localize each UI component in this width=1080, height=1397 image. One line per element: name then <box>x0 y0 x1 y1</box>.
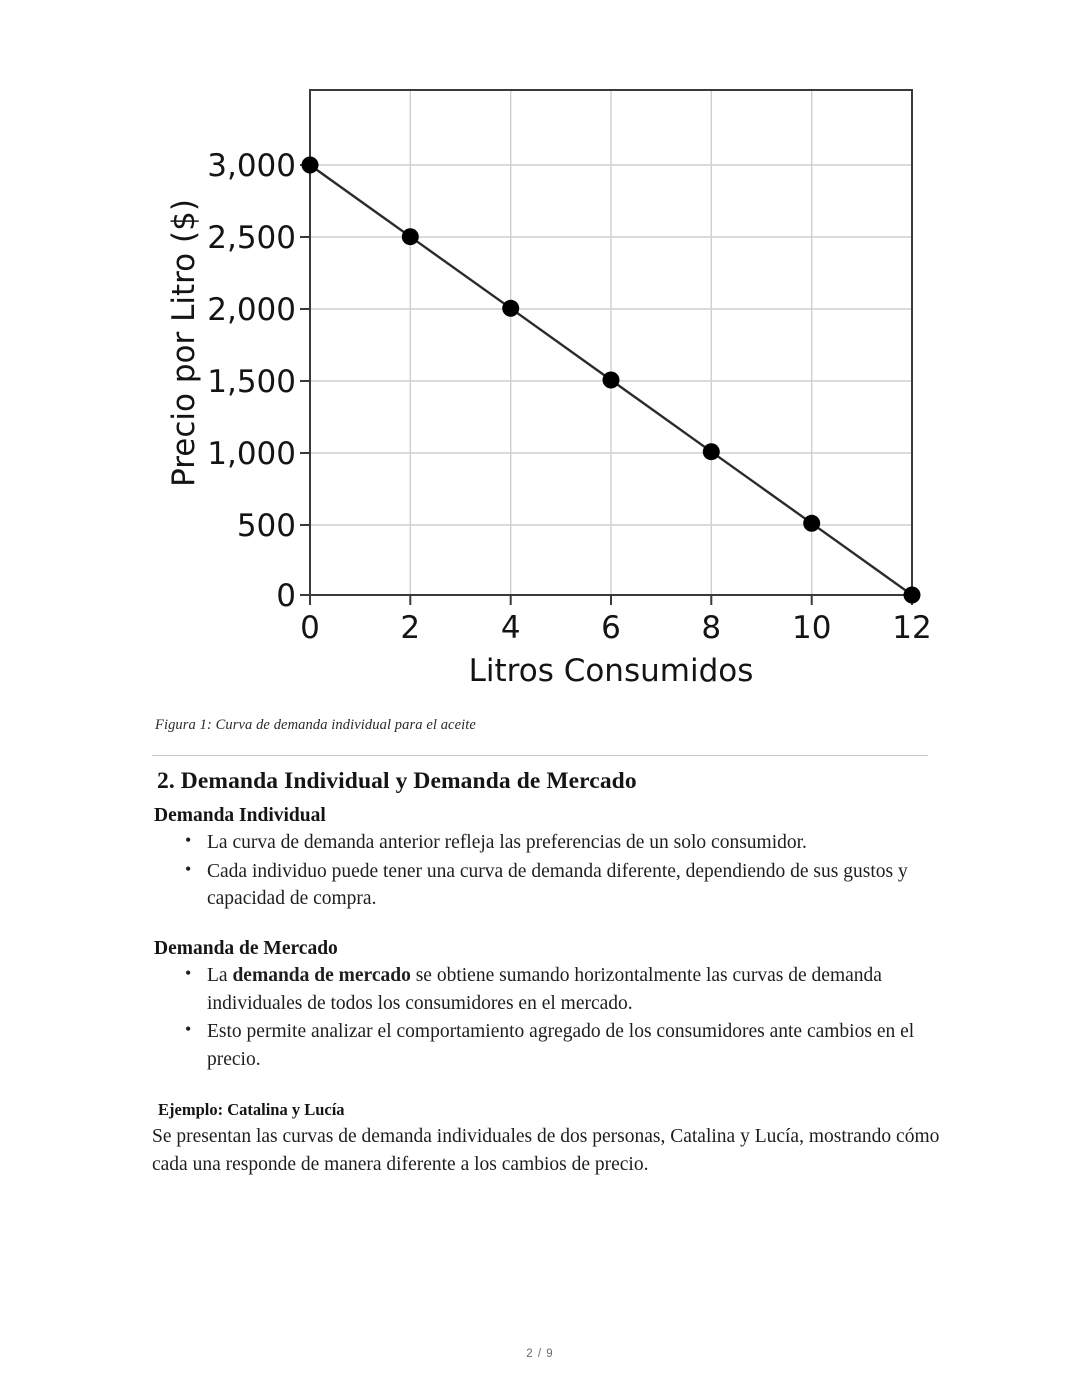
page-indicator: 2 / 9 <box>526 1348 554 1360</box>
list-demanda-de-mercado <box>152 962 942 1074</box>
y-axis-tick-labels <box>207 148 296 614</box>
section-divider <box>152 755 928 756</box>
list-demanda-individual <box>152 829 942 913</box>
x-tick-label: 6 <box>601 610 621 646</box>
x-axis-ticks <box>310 595 912 605</box>
document-body <box>152 768 942 1178</box>
list-item <box>207 962 942 1017</box>
list-item-bold-term: demanda de mercado <box>232 965 411 987</box>
x-axis-tick-labels <box>300 610 932 646</box>
data-point <box>302 157 319 174</box>
data-point <box>603 372 620 389</box>
x-tick-label: 12 <box>892 610 932 646</box>
page-footer <box>0 1348 1080 1360</box>
page-title: 2. Demanda Individual y Demanda de Mercado <box>157 768 637 794</box>
y-tick-label: 1,500 <box>207 364 296 400</box>
list-item: • Esto permite analizar el comportamiento agregado de los consumidores ante cambios en el precio. <box>207 1018 942 1073</box>
list-item-suffix: se obtiene sumando horizontalmente las curvas de demanda individuales de todos los consumidores en el mercado. <box>207 965 882 1014</box>
subheading-ejemplo: Ejemplo: Catalina y Lucía <box>158 1099 345 1119</box>
x-axis-title: Litros Consumidos <box>468 653 754 689</box>
example-paragraph: Se presentan las curvas de demanda individuales de dos personas, Catalina y Lucía, mostrando cómo cada una responde de manera diferente a los cambios de precio. <box>152 1125 940 1175</box>
x-tick-label: 4 <box>500 610 521 646</box>
figure-caption: Figura 1: Curva de demanda individual para el aceite <box>155 717 476 733</box>
y-tick-label: 500 <box>236 508 296 544</box>
x-tick-label: 8 <box>701 610 722 646</box>
y-axis-title: Precio por Litro ($) <box>166 199 202 487</box>
y-tick-label: 3,000 <box>207 148 296 184</box>
y-tick-label: 2,500 <box>207 220 296 256</box>
subheading-demanda-individual: Demanda Individual <box>154 805 326 826</box>
x-tick-label: 10 <box>791 610 832 646</box>
data-point <box>502 300 519 317</box>
data-point <box>904 587 921 604</box>
list-item-prefix: La <box>207 965 233 987</box>
x-tick-label: 0 <box>300 610 320 646</box>
subheading-demanda-de-mercado: Demanda de Mercado <box>154 938 338 960</box>
data-point <box>703 443 720 460</box>
y-tick-label: 0 <box>276 578 296 614</box>
data-point <box>803 515 820 532</box>
y-tick-label: 1,000 <box>207 436 296 472</box>
data-point <box>402 228 419 245</box>
y-tick-label: 2,000 <box>207 292 296 328</box>
x-tick-label: 2 <box>400 610 421 646</box>
y-axis-ticks <box>300 165 310 595</box>
list-item: • La curva de demanda anterior refleja las preferencias de un solo consumidor. <box>207 829 942 857</box>
demand-curve-chart <box>150 75 950 695</box>
list-item: • Cada individuo puede tener una curva de demanda diferente, dependiendo de sus gustos y capacidad de compra. <box>207 858 942 913</box>
